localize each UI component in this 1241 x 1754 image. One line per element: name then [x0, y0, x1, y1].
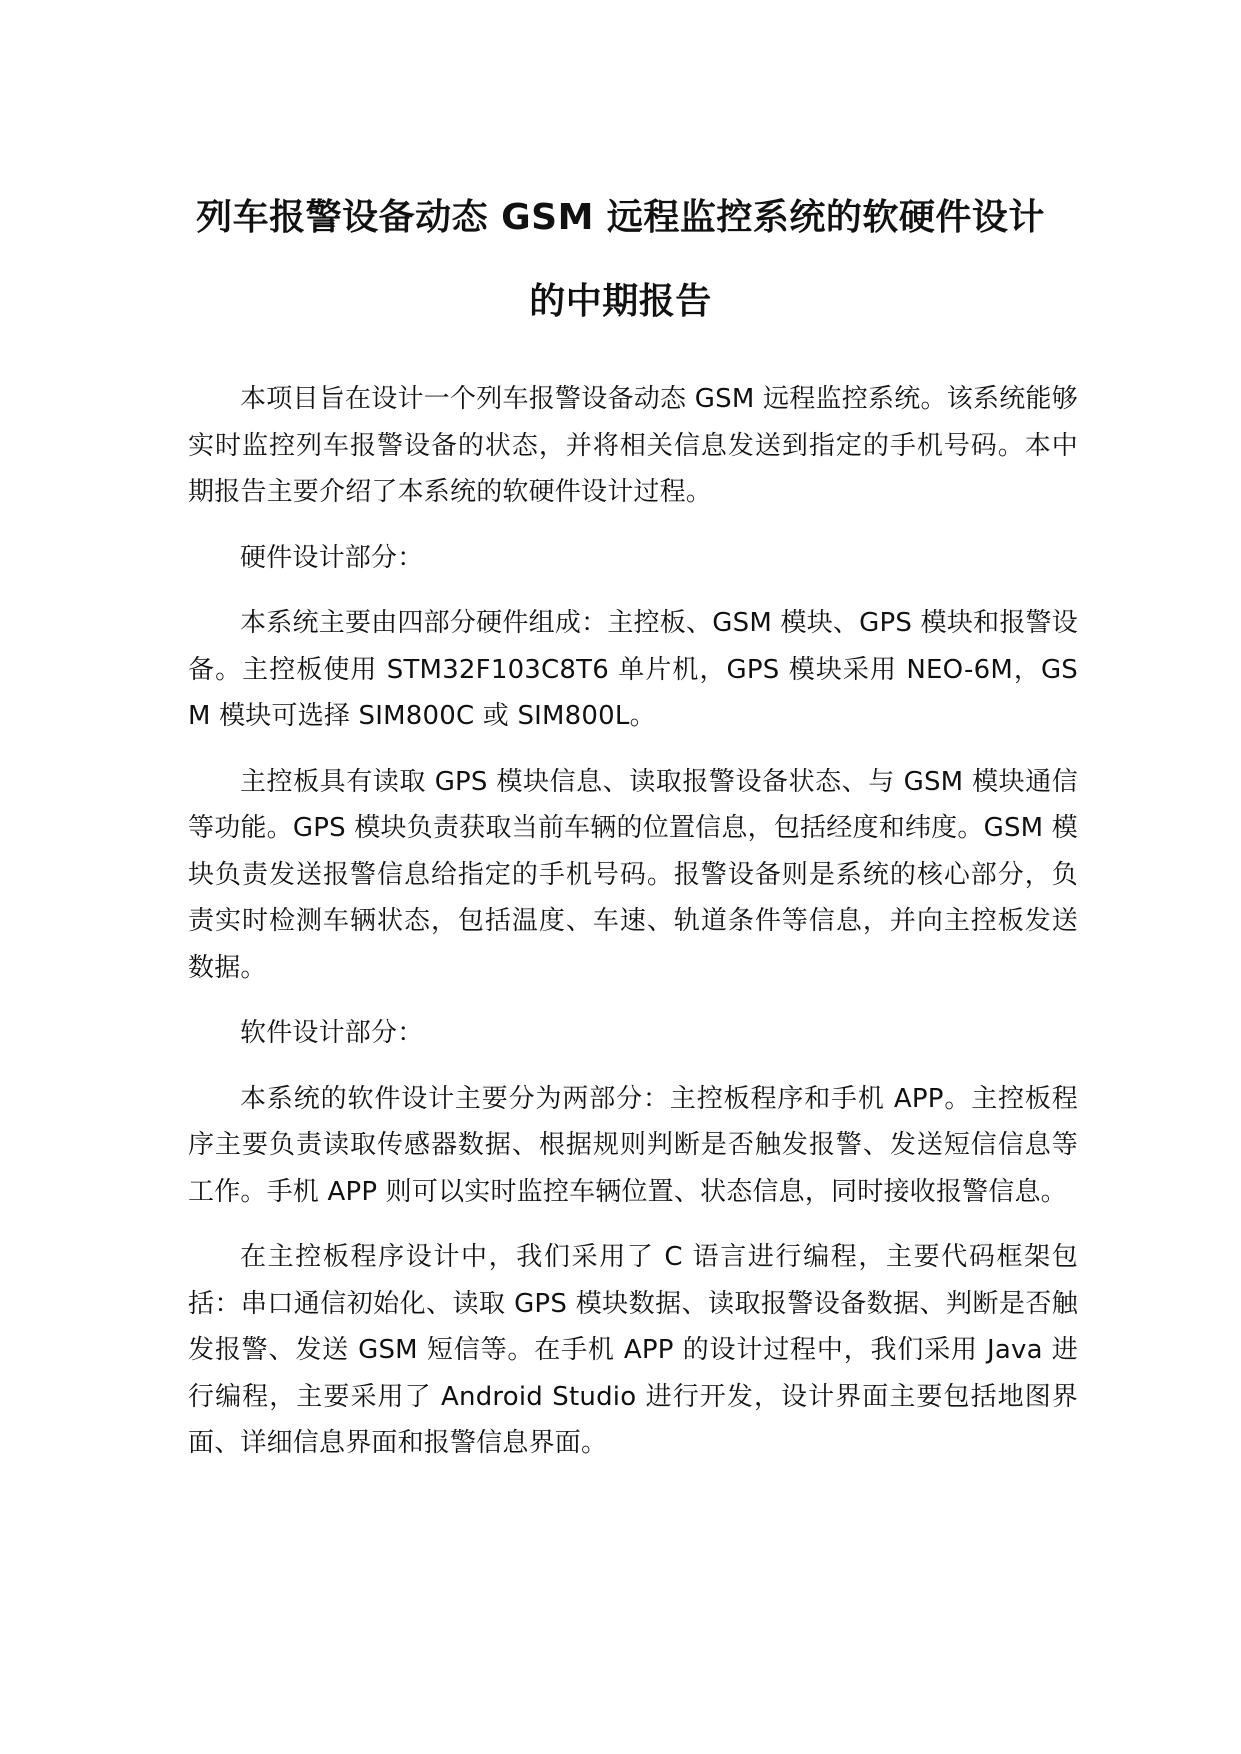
title-line-1: 列车报警设备动态 GSM 远程监控系统的软硬件设计: [196, 197, 1045, 238]
software-overview-paragraph: 本系统的软件设计主要分为两部分：主控板程序和手机 APP。主控板程序主要负责读取传感器数据、根据规则判断是否触发报警、发送短信信息等工作。手机 APP 则可以实时监控车辆位置、状态信息，同时接收报警信息。: [188, 1083, 1078, 1207]
hardware-section-heading: 硬件设计部分：: [240, 542, 424, 573]
software-section-heading: 软件设计部分：: [240, 1018, 424, 1048]
document-body: [188, 376, 1078, 1486]
title-line-2: 的中期报告: [529, 281, 712, 322]
software-implementation-paragraph: 在主控板程序设计中，我们采用了 C 语言进行编程，主要代码框架包括：串口通信初始化、读取 GPS 模块数据、读取报警设备数据、判断是否触发报警、发送 GSM 短信等。在手机 APP 的设计过程中，我们采用 Java 进行编程，主要采用了 Android Studio 进行开发，设计界面主要包括地图界面、详细信息界面和报警信息界面。: [188, 1242, 1078, 1458]
hardware-functions-paragraph: 主控板具有读取 GPS 模块信息、读取报警设备状态、与 GSM 模块通信等功能。GPS 模块负责获取当前车辆的位置信息，包括经度和纬度。GSM 模块负责发送报警信息给指定的手机号码。报警设备则是系统的核心部分，负责实时检测车辆状态，包括温度、车速、轨道条件等信息，并向主控板发送数据。: [188, 766, 1078, 983]
document-title: [160, 176, 1081, 344]
hardware-components-paragraph: 本系统主要由四部分硬件组成：主控板、GSM 模块、GPS 模块和报警设备。主控板使用 STM32F103C8T6 单片机，GPS 模块采用 NEO-6M，GSM 模块可选择 SIM800C 或 SIM800L。: [188, 608, 1078, 731]
intro-paragraph: 本项目旨在设计一个列车报警设备动态 GSM 远程监控系统。该系统能够实时监控列车报警设备的状态，并将相关信息发送到指定的手机号码。本中期报告主要介绍了本系统的软硬件设计过程。: [188, 384, 1078, 507]
